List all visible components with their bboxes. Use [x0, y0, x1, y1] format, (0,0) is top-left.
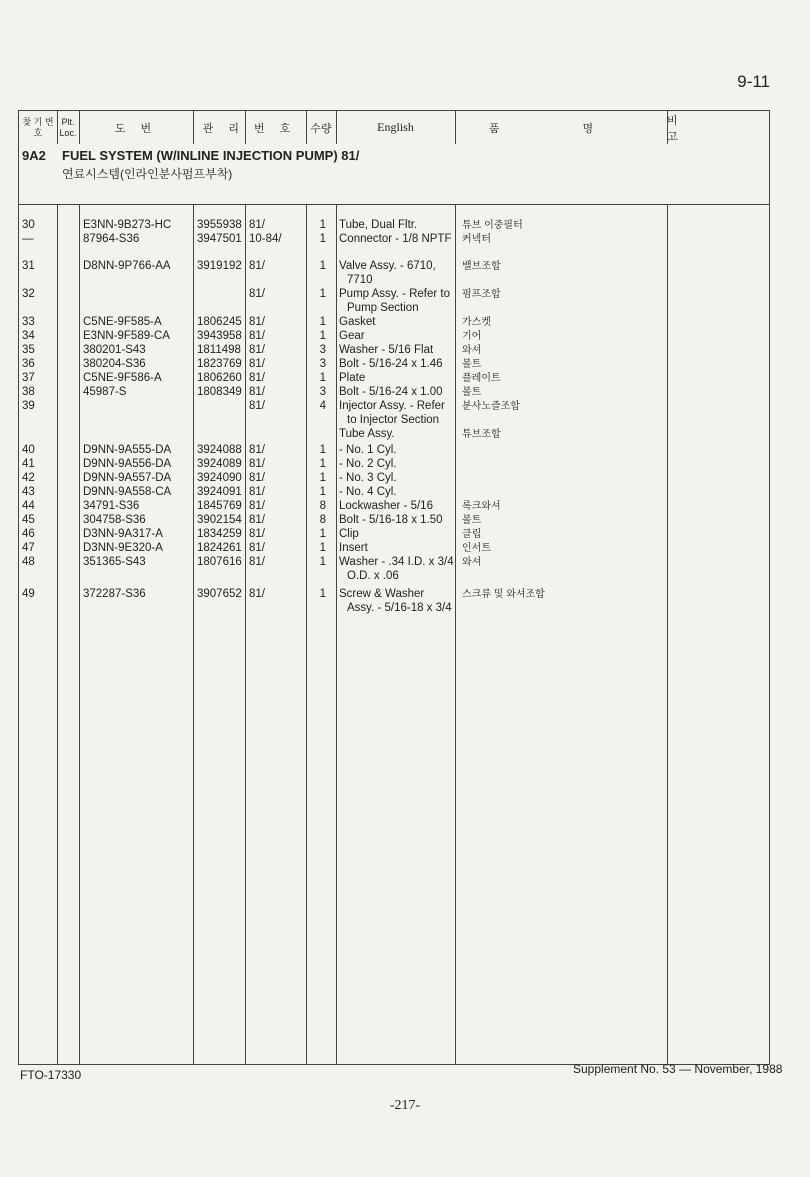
english-description: to Injector Section [347, 413, 440, 426]
control-number: 3902154 [197, 514, 242, 526]
control-number: 1811498 [197, 344, 241, 356]
part-number: D9NN-9A556-DA [83, 458, 172, 470]
quantity: 1 [319, 330, 326, 342]
ref-no: 49 [22, 588, 35, 600]
serial-range: 81/ [249, 372, 265, 384]
ref-no: 32 [22, 288, 35, 300]
english-description: - No. 3 Cyl. [339, 472, 397, 484]
english-description: Tube Assy. [339, 428, 395, 440]
english-description: - No. 1 Cyl. [339, 444, 397, 456]
korean-name: 튜브 이중필터 [462, 220, 523, 231]
serial-range: 81/ [249, 500, 265, 512]
english-description: Plate [339, 372, 366, 384]
korean-name: 인서트 [462, 543, 491, 554]
korean-name: 커넥터 [462, 234, 491, 245]
part-number: D3NN-9E320-A [83, 542, 163, 554]
english-description: Gasket [339, 316, 376, 328]
english-description: O.D. x .06 [347, 569, 399, 582]
header-control-no: 관 리 번 호 [202, 122, 297, 135]
form-number: FTO-17330 [20, 1068, 82, 1082]
control-number: 1806245 [197, 316, 242, 328]
quantity: 1 [319, 528, 326, 540]
english-description: Pump Assy. - Refer to [339, 288, 450, 300]
part-number: 380201-S43 [83, 344, 146, 356]
part-number: 87964-S36 [83, 233, 140, 245]
part-number: 45987-S [83, 386, 127, 398]
part-number: 304758-S36 [83, 514, 146, 526]
serial-range: 10-84/ [249, 233, 282, 245]
ref-no: 46 [22, 528, 35, 540]
control-number: 3955938 [197, 219, 242, 231]
ref-no: 38 [22, 386, 35, 398]
korean-name: 기어 [462, 331, 482, 342]
ref-no: 44 [22, 500, 35, 512]
ref-no: 40 [22, 444, 35, 456]
quantity: 1 [319, 542, 326, 554]
serial-range: 81/ [249, 386, 265, 398]
english-description: Pump Section [347, 301, 419, 314]
part-number: E3NN-9F589-CA [83, 330, 170, 342]
control-number: 1823769 [197, 358, 242, 370]
control-number: 3919192 [197, 260, 242, 272]
english-description: Lockwasher - 5/16 [339, 500, 433, 512]
control-number: 1808349 [197, 386, 242, 398]
quantity: 1 [319, 288, 326, 300]
part-number: D9NN-9A558-CA [83, 486, 172, 498]
parts-table [18, 110, 770, 1065]
section-subtitle: 연료시스템(인라인분사펌프부착) [62, 167, 233, 181]
section-title: FUEL SYSTEM (W/INLINE INJECTION PUMP) 81/ [62, 148, 360, 163]
korean-name: 밸브조합 [462, 261, 501, 272]
part-number: D8NN-9P766-AA [83, 260, 171, 272]
serial-range: 81/ [249, 458, 265, 470]
english-description: - No. 2 Cyl. [339, 458, 397, 470]
control-number: 3924089 [197, 458, 242, 470]
header-part-no: 도 번 [114, 122, 158, 135]
control-number: 1807616 [197, 556, 242, 568]
serial-range: 81/ [249, 288, 265, 300]
quantity: 8 [319, 500, 326, 512]
control-number: 3943958 [197, 330, 242, 342]
korean-name: 와셔 [462, 557, 482, 568]
part-number: 34791-S36 [83, 500, 140, 512]
korean-name: 튜브조합 [462, 429, 501, 440]
ref-no: 35 [22, 344, 35, 356]
control-number: 1834259 [197, 528, 242, 540]
english-description: Bolt - 5/16-18 x 1.50 [339, 514, 443, 526]
part-number: E3NN-9B273-HC [83, 219, 172, 231]
control-number: 3924088 [197, 444, 242, 456]
korean-name: 와셔 [462, 345, 482, 356]
control-number: 3924090 [197, 472, 242, 484]
control-number: 1806260 [197, 372, 242, 384]
serial-range: 81/ [249, 542, 265, 554]
control-number: 3947501 [197, 233, 242, 245]
serial-range: 81/ [249, 219, 265, 231]
quantity: 8 [319, 514, 326, 526]
serial-range: 81/ [249, 344, 265, 356]
serial-range: 81/ [249, 588, 265, 600]
header-ref-no: 찾 기 번 호 [22, 116, 54, 138]
english-description: Insert [339, 542, 368, 554]
korean-name: 펌프조합 [462, 289, 501, 300]
korean-name: 플레이트 [462, 373, 501, 384]
serial-range: 81/ [249, 472, 265, 484]
quantity: 1 [319, 556, 326, 568]
korean-name: 가스켓 [462, 317, 491, 328]
page-number: -217- [389, 1098, 421, 1113]
korean-name: 볼트 [462, 359, 482, 370]
ref-no: 43 [22, 486, 35, 498]
ref-no: 39 [22, 400, 35, 412]
english-description: Bolt - 5/16-24 x 1.00 [339, 386, 443, 398]
header-english: English [377, 120, 414, 134]
supplement-note: Supplement No. 53 — November, 1988 [573, 1062, 783, 1076]
english-description: Clip [339, 528, 359, 540]
part-number: D9NN-9A555-DA [83, 444, 172, 456]
ref-no: 33 [22, 316, 35, 328]
korean-name: 록크와셔 [462, 501, 501, 512]
part-number: 351365-S43 [83, 556, 146, 568]
ref-no: 37 [22, 372, 35, 384]
control-number: 3924091 [197, 486, 242, 498]
header-qty: 수량 [310, 122, 332, 135]
english-description: Valve Assy. - 6710, [339, 260, 436, 272]
quantity: 1 [319, 458, 326, 470]
korean-name: 스크류 및 와셔조합 [462, 589, 545, 600]
part-number: C5NE-9F586-A [83, 372, 162, 384]
quantity: 1 [319, 372, 326, 384]
part-number: 380204-S36 [83, 358, 146, 370]
part-number: D9NN-9A557-DA [83, 472, 172, 484]
quantity: 1 [319, 588, 326, 600]
serial-range: 81/ [249, 444, 265, 456]
ref-no: 47 [22, 542, 35, 554]
english-description: - No. 4 Cyl. [339, 486, 397, 498]
serial-range: 81/ [249, 556, 265, 568]
ref-no: — [22, 233, 34, 245]
quantity: 1 [319, 486, 326, 498]
quantity: 1 [319, 260, 326, 272]
korean-name: 볼트 [462, 515, 482, 526]
control-number: 1824261 [197, 542, 242, 554]
section-header [19, 144, 769, 205]
english-description: Gear [339, 330, 365, 342]
english-description: Screw & Washer [339, 588, 425, 600]
korean-name: 클립 [462, 529, 482, 540]
part-number: C5NE-9F585-A [83, 316, 162, 328]
english-description: Injector Assy. - Refer [339, 400, 445, 412]
serial-range: 81/ [249, 260, 265, 272]
english-description: Assy. - 5/16-18 x 3/4 [347, 601, 452, 614]
header-plt-loc: Plt. Loc. [59, 116, 77, 138]
quantity: 3 [319, 358, 326, 370]
serial-range: 81/ [249, 514, 265, 526]
part-number: D3NN-9A317-A [83, 528, 163, 540]
english-description: Connector - 1/8 NPTF [339, 233, 452, 245]
quantity: 1 [319, 444, 326, 456]
ref-no: 45 [22, 514, 35, 526]
serial-range: 81/ [249, 330, 265, 342]
ref-no: 48 [22, 556, 35, 568]
ref-no: 36 [22, 358, 35, 370]
page-label: 9-11 [737, 72, 770, 91]
section-code: 9A2 [22, 148, 46, 163]
ref-no: 41 [22, 458, 35, 470]
serial-range: 81/ [249, 400, 265, 412]
serial-range: 81/ [249, 358, 265, 370]
english-description: Tube, Dual Fltr. [339, 219, 418, 231]
quantity: 1 [319, 472, 326, 484]
serial-range: 81/ [249, 316, 265, 328]
korean-name: 볼트 [462, 387, 482, 398]
english-description: 7710 [347, 273, 373, 286]
serial-range: 81/ [249, 486, 265, 498]
ref-no: 42 [22, 472, 35, 484]
ref-no: 34 [22, 330, 35, 342]
english-description: Bolt - 5/16-24 x 1.46 [339, 358, 443, 370]
quantity: 3 [319, 344, 326, 356]
quantity: 3 [319, 386, 326, 398]
control-number: 3907652 [197, 588, 242, 600]
serial-range: 81/ [249, 528, 265, 540]
english-description: Washer - 5/16 Flat [339, 344, 434, 356]
header-remarks: 비 고 [667, 114, 718, 143]
header-korean: 품 명 [488, 122, 634, 135]
quantity: 1 [319, 219, 326, 231]
english-description: Washer - .34 I.D. x 3/4 [339, 556, 454, 568]
ref-no: 31 [22, 260, 35, 272]
korean-name: 분사노즐조합 [462, 401, 520, 412]
control-number: 1845769 [197, 500, 242, 512]
quantity: 1 [319, 233, 326, 245]
ref-no: 30 [22, 219, 35, 231]
quantity: 1 [319, 316, 326, 328]
table-header [19, 111, 769, 145]
part-number: 372287-S36 [83, 588, 146, 600]
quantity: 4 [319, 400, 326, 412]
